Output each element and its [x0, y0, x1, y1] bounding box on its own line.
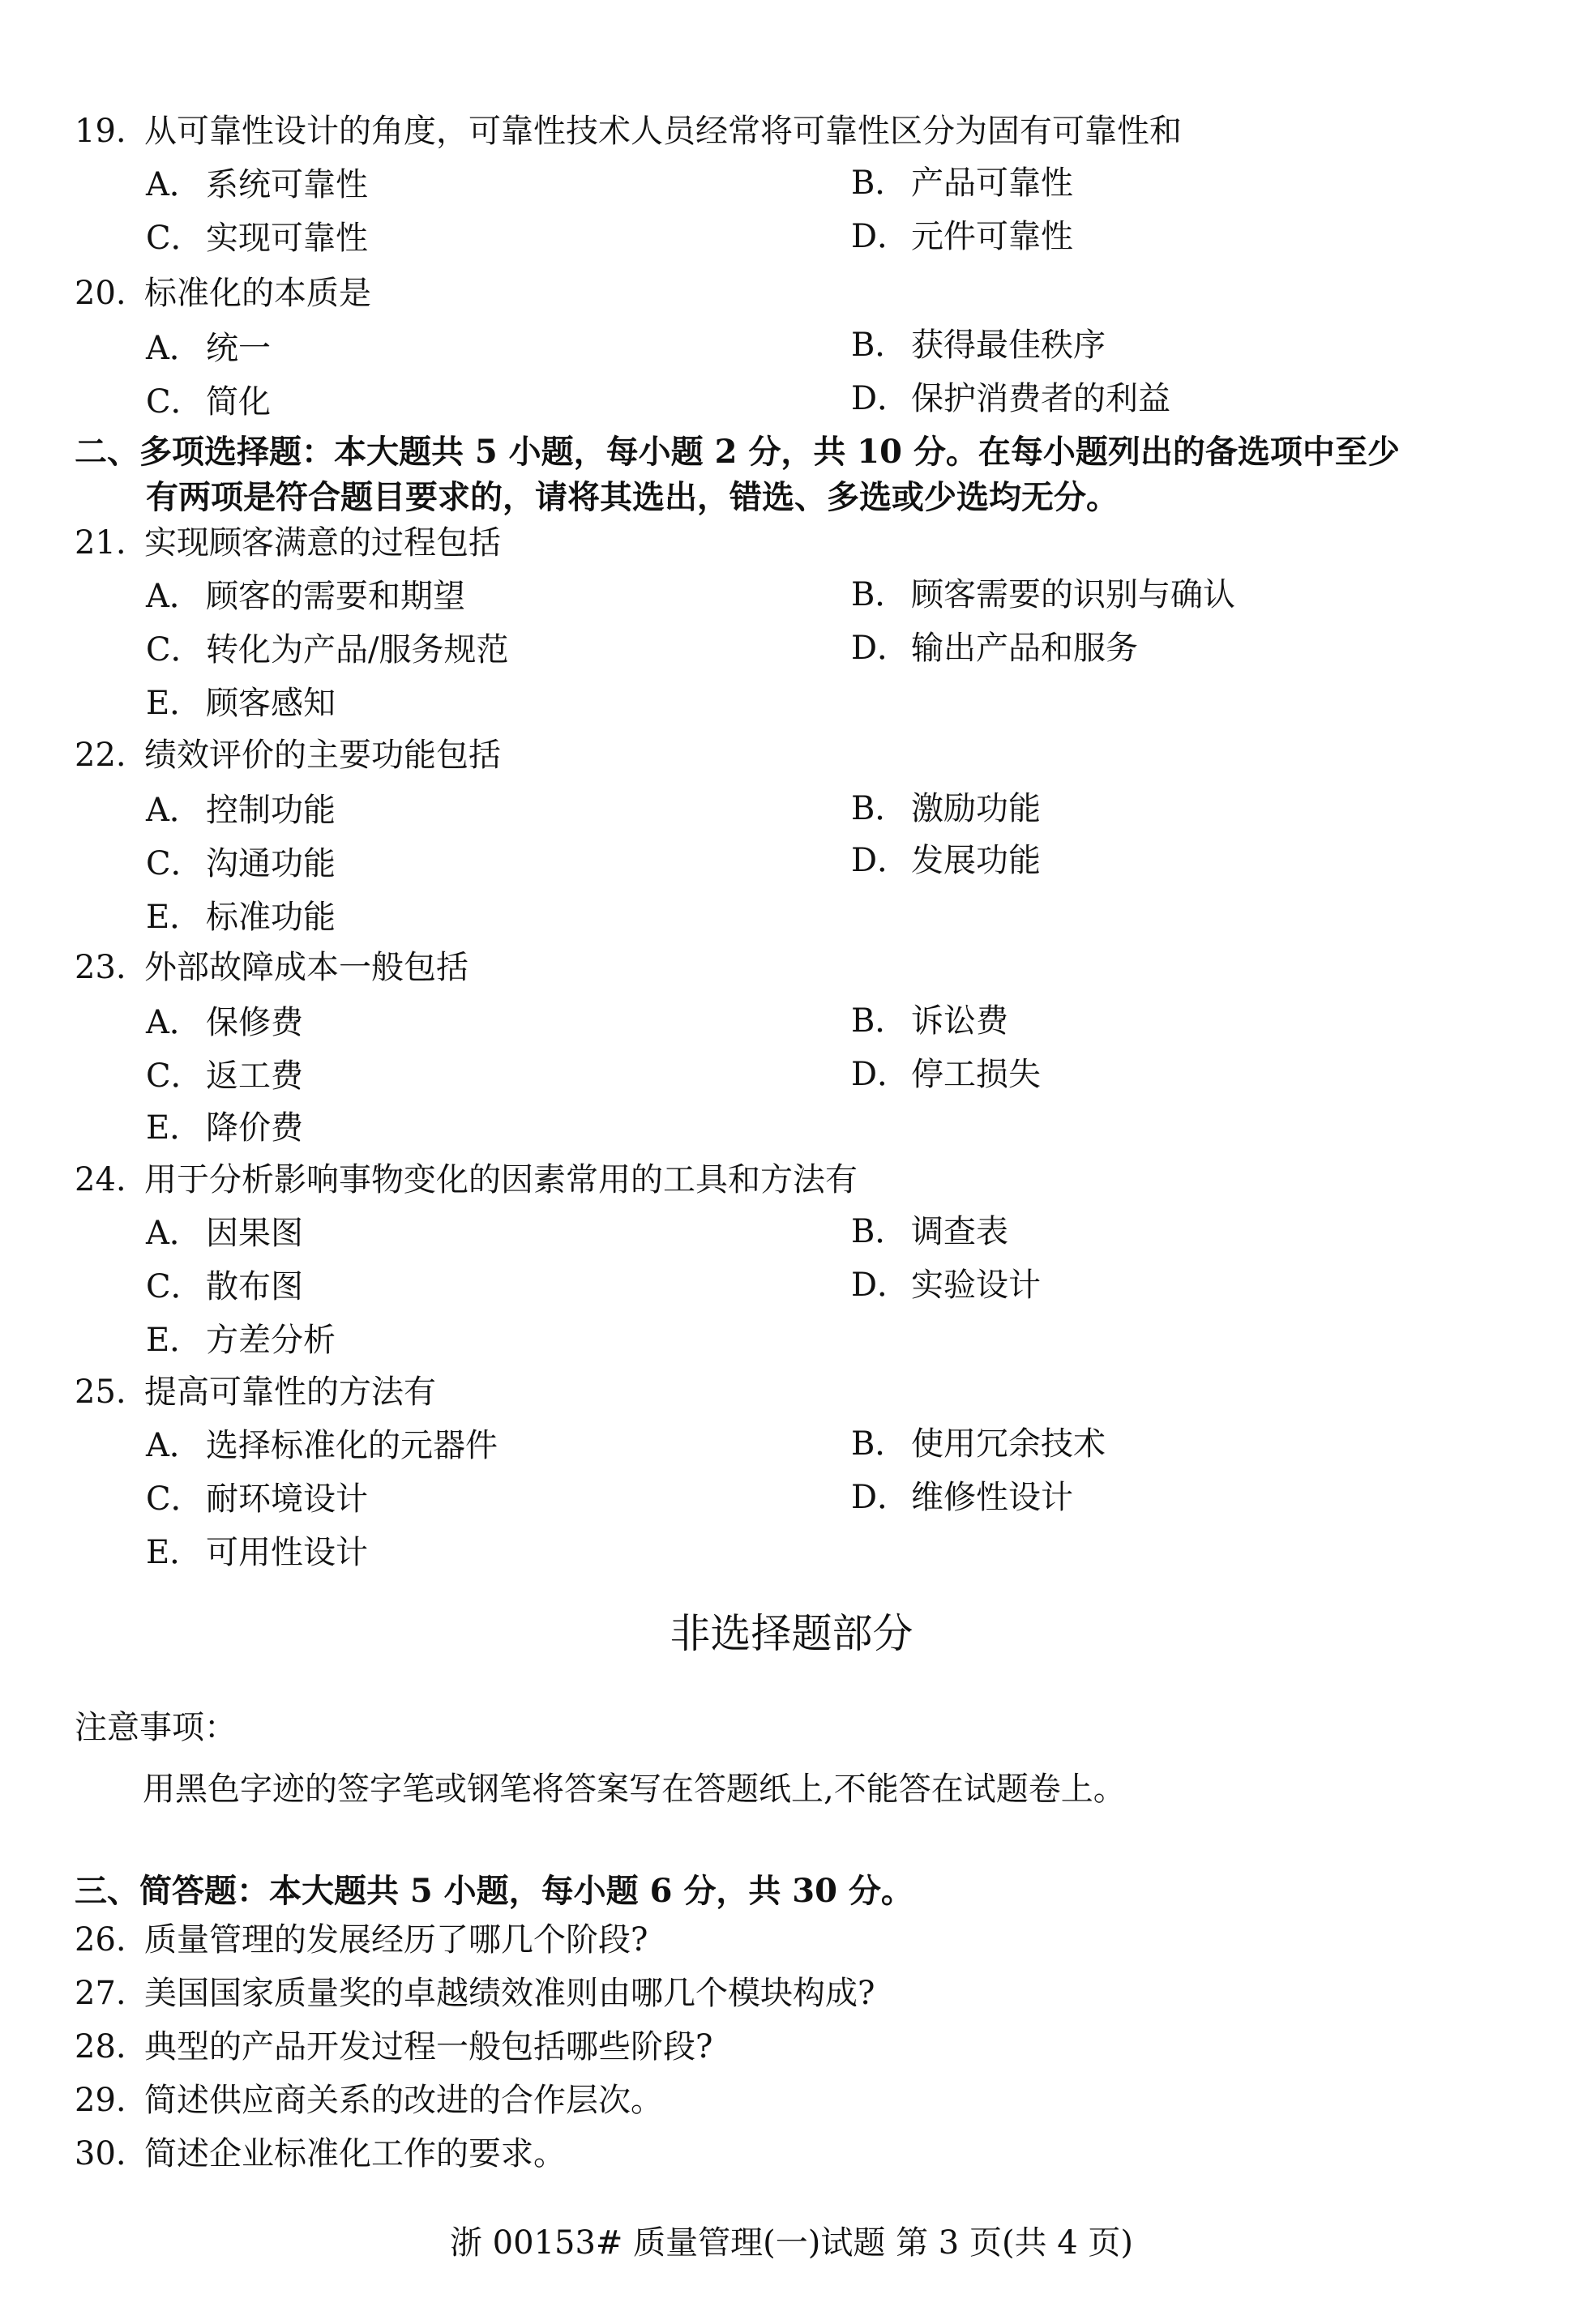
q24-option-e — [146, 1319, 336, 1361]
question-text: 用于分析影响事物变化的因素常用的工具和方法有 — [144, 1161, 858, 1198]
q25-option-b — [851, 1423, 1106, 1465]
q20-option-c — [146, 381, 271, 423]
section-2-heading-line-1: 二、多项选择题：本大题共 5 小题，每小题 2 分，共 10 分。在每小题列出的备选项中至少 — [75, 433, 1400, 471]
option-key: C． — [146, 220, 203, 257]
option-key: A． — [146, 166, 202, 203]
question-text: 绩效评价的主要功能包括 — [144, 737, 501, 774]
question-22 — [75, 734, 501, 776]
option-text: 转化为产品/服务规范 — [206, 631, 509, 669]
option-text: 因果图 — [206, 1215, 303, 1252]
q21-option-c — [146, 629, 508, 671]
option-key: B． — [851, 1213, 908, 1250]
section-3-heading: 三、简答题：本大题共 5 小题，每小题 6 分，共 30 分。 — [75, 1872, 913, 1910]
q20-option-d — [851, 378, 1170, 420]
option-text: 耐环境设计 — [206, 1480, 368, 1518]
question-20 — [75, 272, 371, 314]
q21-option-a — [146, 575, 465, 617]
option-text: 可用性设计 — [206, 1534, 368, 1571]
option-key: E． — [146, 1322, 203, 1359]
option-key: E． — [146, 1534, 203, 1571]
question-19 — [75, 110, 1182, 152]
question-text: 美国国家质量奖的卓越绩效准则由哪几个模块构成? — [144, 1975, 875, 2012]
q24-option-d — [851, 1264, 1041, 1306]
question-text: 简述企业标准化工作的要求。 — [144, 2135, 566, 2172]
option-text: 获得最佳秩序 — [911, 327, 1106, 364]
option-key: D． — [851, 1479, 910, 1516]
question-number: 26. — [75, 1921, 126, 1959]
option-text: 诉讼费 — [911, 1002, 1008, 1040]
option-key: B． — [851, 790, 908, 827]
question-27 — [75, 1972, 875, 2014]
option-text: 停工损失 — [911, 1056, 1041, 1093]
q19-option-b — [851, 162, 1073, 204]
question-24 — [75, 1159, 858, 1201]
option-key: D． — [851, 842, 910, 879]
option-key: A． — [146, 578, 202, 615]
option-key: D． — [851, 630, 910, 667]
q25-option-a — [146, 1425, 498, 1467]
question-23 — [75, 946, 468, 989]
q24-option-a — [146, 1212, 303, 1254]
option-key: C． — [146, 1480, 203, 1518]
page-footer: 浙 00153# 质量管理(一)试题 第 3 页(共 4 页) — [449, 2224, 1134, 2262]
question-text: 提高可靠性的方法有 — [144, 1373, 436, 1411]
question-text: 外部故障成本一般包括 — [144, 949, 468, 986]
option-key: D． — [851, 1267, 910, 1304]
option-text: 系统可靠性 — [206, 166, 368, 203]
option-key: D． — [851, 218, 910, 255]
option-key: E． — [146, 1109, 203, 1147]
option-text: 沟通功能 — [206, 845, 336, 882]
option-text: 产品可靠性 — [911, 164, 1073, 202]
question-25 — [75, 1371, 436, 1413]
question-text: 实现顾客满意的过程包括 — [144, 524, 501, 562]
q19-option-c — [146, 217, 368, 259]
option-text: 控制功能 — [206, 792, 336, 829]
option-text: 维修性设计 — [911, 1479, 1073, 1516]
option-key: D． — [851, 1056, 910, 1093]
question-number: 22. — [75, 737, 126, 774]
question-text: 从可靠性设计的角度，可靠性技术人员经常将可靠性区分为固有可靠性和 — [144, 113, 1182, 150]
q22-option-b — [851, 788, 1041, 830]
q19-option-a — [146, 164, 368, 206]
option-key: B． — [851, 576, 908, 613]
q23-option-c — [146, 1055, 303, 1097]
option-text: 降价费 — [206, 1109, 303, 1147]
option-text: 保修费 — [206, 1004, 303, 1041]
question-26 — [75, 1919, 648, 1961]
question-number: 25. — [75, 1373, 126, 1411]
q23-option-a — [146, 1002, 303, 1044]
option-text: 顾客的需要和期望 — [206, 578, 465, 615]
option-text: 统一 — [206, 330, 271, 367]
q25-option-c — [146, 1478, 368, 1520]
option-text: 实现可靠性 — [206, 220, 368, 257]
option-key: A． — [146, 792, 202, 829]
question-28 — [75, 2026, 712, 2068]
question-number: 20. — [75, 275, 126, 312]
q25-option-d — [851, 1476, 1073, 1519]
option-text: 发展功能 — [911, 842, 1041, 879]
q19-option-d — [851, 216, 1073, 258]
option-key: C． — [146, 631, 203, 669]
question-number: 30. — [75, 2135, 126, 2172]
q22-option-d — [851, 839, 1041, 882]
question-number: 23. — [75, 949, 126, 986]
option-key: C． — [146, 1057, 203, 1095]
nonchoice-title: 非选择题部分 — [670, 1610, 913, 1657]
option-text: 元件可靠性 — [911, 218, 1073, 255]
notice-text: 用黑色字迹的签字笔或钢笔将答案写在答题纸上,不能答在试题卷上。 — [143, 1771, 1126, 1808]
option-text: 散布图 — [206, 1268, 303, 1305]
option-text: 调查表 — [911, 1213, 1008, 1250]
option-key: A． — [146, 330, 202, 367]
option-text: 顾客感知 — [206, 685, 336, 722]
q20-option-b — [851, 324, 1106, 366]
option-text: 方差分析 — [206, 1322, 336, 1359]
option-key: C． — [146, 383, 203, 421]
question-number: 29. — [75, 2082, 126, 2119]
q22-option-c — [146, 843, 336, 885]
option-key: B． — [851, 327, 908, 364]
question-29 — [75, 2079, 663, 2121]
question-21 — [75, 522, 501, 564]
option-text: 简化 — [206, 383, 271, 421]
q23-option-e — [146, 1107, 303, 1149]
option-key: B． — [851, 164, 908, 202]
option-text: 激励功能 — [911, 790, 1041, 827]
question-number: 28. — [75, 2028, 126, 2066]
q23-option-d — [851, 1053, 1041, 1096]
option-text: 实验设计 — [911, 1267, 1041, 1304]
q21-option-e — [146, 682, 336, 724]
q22-option-a — [146, 789, 336, 831]
notice-label: 注意事项： — [75, 1709, 237, 1746]
question-text: 标准化的本质是 — [144, 275, 371, 312]
option-key: C． — [146, 1268, 203, 1305]
option-key: B． — [851, 1425, 908, 1463]
option-text: 输出产品和服务 — [911, 630, 1138, 667]
q25-option-e — [146, 1532, 368, 1574]
option-key: A． — [146, 1215, 202, 1252]
option-key: B． — [851, 1002, 908, 1040]
question-number: 27. — [75, 1975, 126, 2012]
question-number: 21. — [75, 524, 126, 562]
section-2-heading-line-2: 有两项是符合题目要求的，请将其选出，错选、多选或少选均无分。 — [146, 478, 1119, 516]
question-30 — [75, 2133, 566, 2175]
option-key: D． — [851, 380, 910, 417]
option-text: 保护消费者的利益 — [911, 380, 1170, 417]
option-key: A． — [146, 1004, 202, 1041]
option-key: C． — [146, 845, 203, 882]
question-text: 典型的产品开发过程一般包括哪些阶段? — [144, 2028, 713, 2066]
q21-option-b — [851, 574, 1235, 616]
q20-option-a — [146, 327, 271, 370]
option-text: 选择标准化的元器件 — [206, 1427, 498, 1464]
option-text: 标准功能 — [206, 899, 336, 936]
question-text: 质量管理的发展经历了哪几个阶段? — [144, 1921, 648, 1959]
q24-option-c — [146, 1266, 303, 1308]
q21-option-d — [851, 627, 1138, 669]
option-text: 返工费 — [206, 1057, 303, 1095]
question-number: 19. — [75, 113, 126, 150]
q22-option-e — [146, 896, 336, 938]
q23-option-b — [851, 1000, 1008, 1042]
q24-option-b — [851, 1211, 1008, 1253]
option-text: 使用冗余技术 — [911, 1425, 1106, 1463]
option-text: 顾客需要的识别与确认 — [911, 576, 1235, 613]
option-key: E． — [146, 899, 203, 936]
option-key: A． — [146, 1427, 202, 1464]
option-key: E． — [146, 685, 203, 722]
question-text: 简述供应商关系的改进的合作层次。 — [144, 2082, 663, 2119]
question-number: 24. — [75, 1161, 126, 1198]
